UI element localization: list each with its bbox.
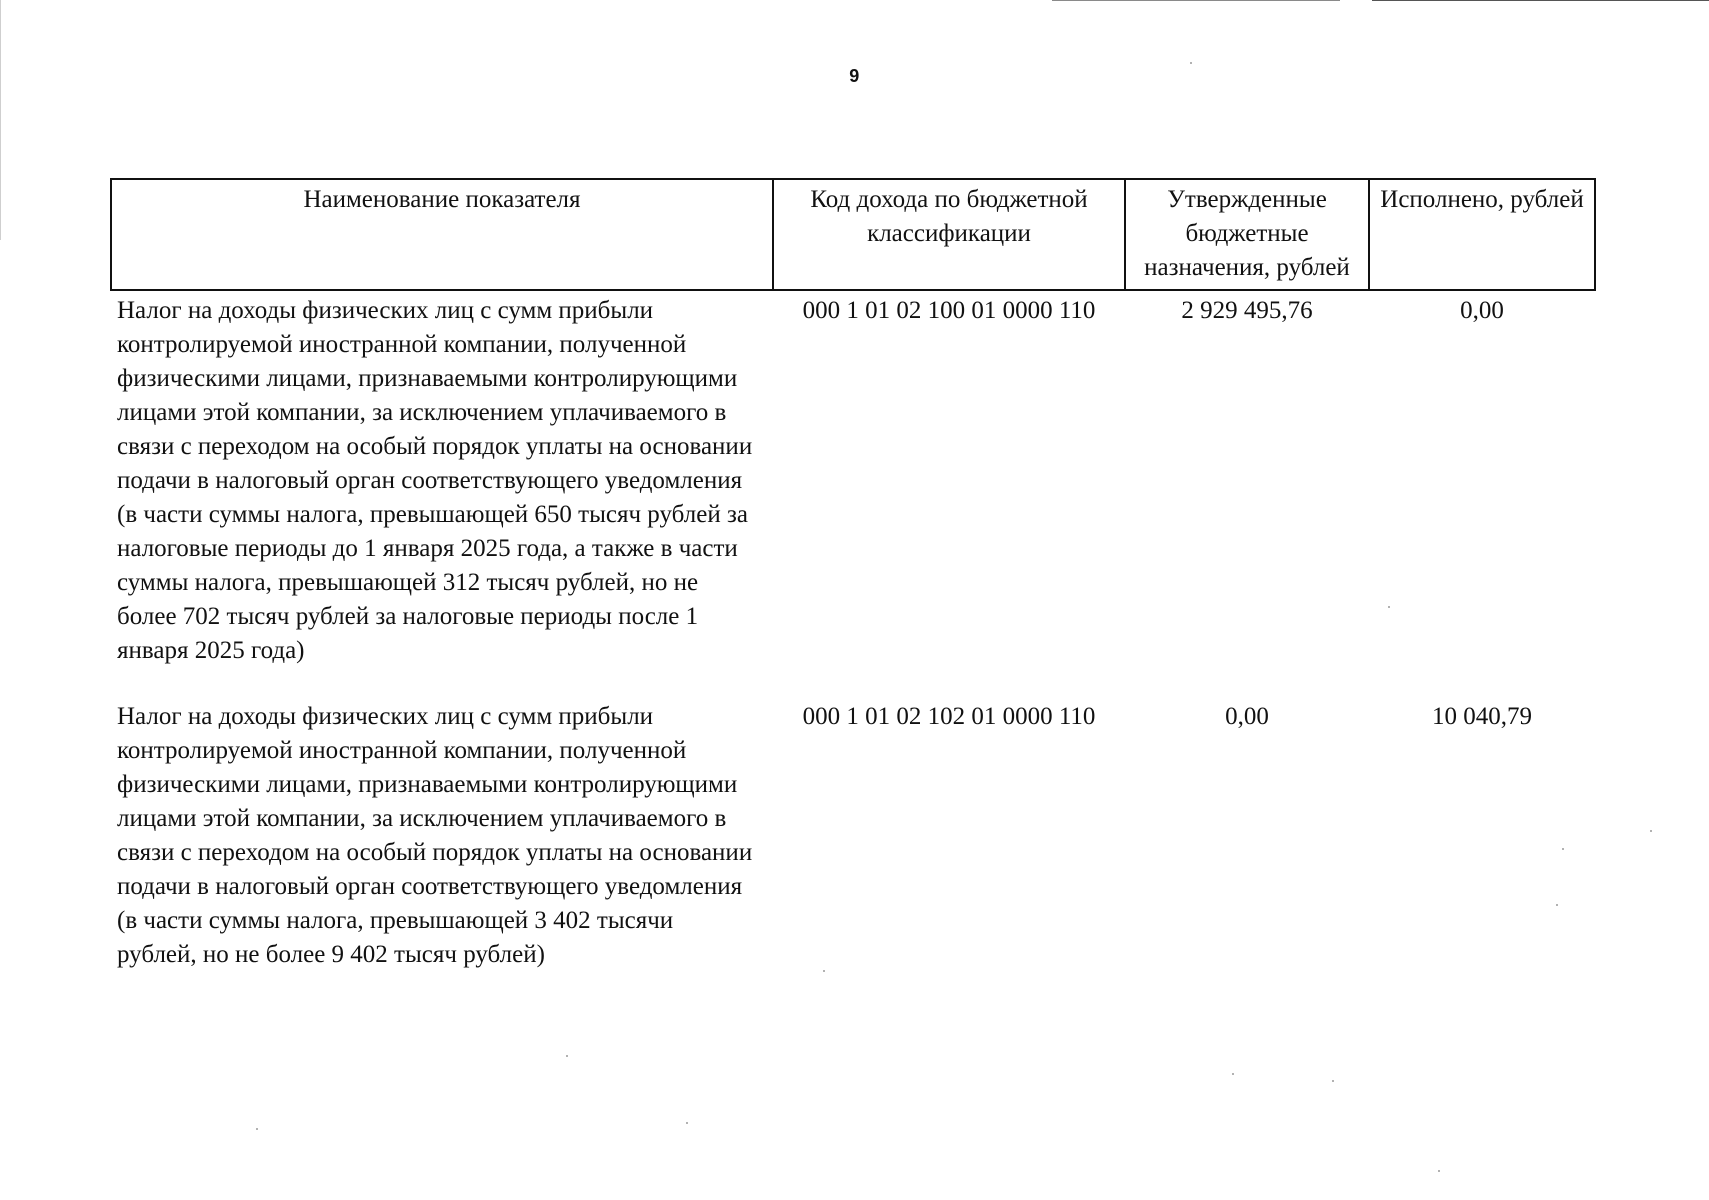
budget-table-container <box>110 178 1594 972</box>
table-header-row <box>111 179 1595 290</box>
scan-edge-line <box>1052 0 1340 1</box>
scan-speck <box>1332 1080 1334 1082</box>
revenue-code-cell: 000 1 01 02 102 01 0000 110 <box>802 703 1096 730</box>
table-row <box>111 692 1595 972</box>
indicator-name-cell: Налог на доходы физических лиц с сумм прибыли контролируемой иностранной компании, полученной физическими лицами, признаваемыми контролирующими лицами этой компании, за исключением уплачиваемого в связи с переходом на особый порядок уплаты на основании подачи в налоговый орган соответствующего уведомления (в части суммы налога, превышающей 3 402 тысячи рублей, но не более 9 402 тысяч рублей) <box>117 703 753 968</box>
approved-amount-cell: 2 929 495,76 <box>1181 297 1313 324</box>
scan-speck <box>566 1055 568 1057</box>
scan-speck <box>1562 848 1564 850</box>
scan-speck <box>1388 606 1390 608</box>
header-executed: Исполнено, рублей <box>1369 179 1595 290</box>
indicator-name-cell: Налог на доходы физических лиц с сумм прибыли контролируемой иностранной компании, полученной физическими лицами, признаваемыми контролирующими лицами этой компании, за исключением уплачиваемого в связи с переходом на особый порядок уплаты на основании подачи в налоговый орган соответствующего уведомления (в части суммы налога, превышающей 650 тысяч рублей за налоговые периоды до 1 января 2025 года, а также в части суммы налога, превышающей 312 тысяч рублей, но не более 702 тысяч рублей за налоговые периоды после 1 января 2025 года) <box>117 297 753 664</box>
scan-speck <box>1556 904 1558 906</box>
scan-speck <box>1438 1170 1440 1172</box>
table-row <box>111 290 1595 692</box>
scan-speck <box>256 1128 258 1130</box>
executed-amount-cell: 10 040,79 <box>1432 703 1532 730</box>
revenue-code-cell: 000 1 01 02 100 01 0000 110 <box>802 297 1096 324</box>
header-revenue-code: Код дохода по бюджетной классификации <box>773 179 1125 290</box>
scan-speck <box>1650 830 1652 832</box>
executed-amount-cell: 0,00 <box>1460 297 1504 324</box>
page-number: 9 <box>849 66 860 86</box>
header-approved-appropriations: Утвержденные бюджетные назначения, рублей <box>1125 179 1369 290</box>
scan-speck <box>686 1122 688 1124</box>
approved-amount-cell: 0,00 <box>1225 703 1269 730</box>
scan-edge-line <box>0 0 1 240</box>
scan-speck <box>1190 62 1192 64</box>
scan-speck <box>1232 1073 1234 1075</box>
scan-edge-line <box>1372 0 1709 1</box>
header-indicator-name: Наименование показателя <box>111 179 773 290</box>
budget-revenue-table <box>110 178 1596 972</box>
scan-speck <box>823 970 825 972</box>
